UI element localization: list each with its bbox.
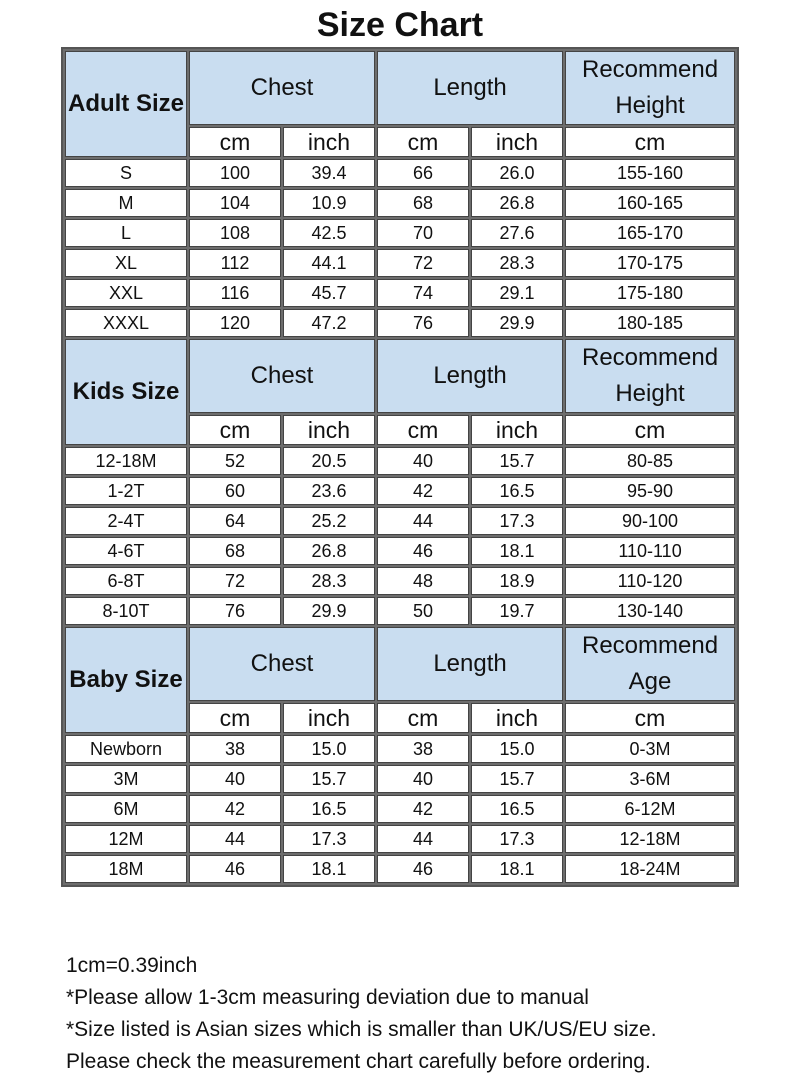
chest-cm-cell: 100	[189, 159, 281, 187]
length-cm-cell: 40	[377, 765, 469, 793]
recommend-label: Recommend	[581, 344, 719, 371]
length-inch-cell: 17.3	[471, 825, 563, 853]
length-inch-cell: 18.1	[471, 537, 563, 565]
unit-inch: inch	[283, 127, 375, 157]
unit-inch: inch	[471, 703, 563, 733]
length-inch-cell: 15.7	[471, 447, 563, 475]
length-inch-cell: 27.6	[471, 219, 563, 247]
unit-cm: cm	[565, 127, 735, 157]
adult-chest-header: Chest	[189, 51, 375, 125]
chest-cm-cell: 112	[189, 249, 281, 277]
size-cell: Newborn	[65, 735, 187, 763]
table-row	[65, 249, 735, 277]
recommend-cell: 95-90	[565, 477, 735, 505]
unit-inch: inch	[471, 415, 563, 445]
recommend-label: Recommend	[581, 56, 719, 83]
length-cm-cell: 70	[377, 219, 469, 247]
adult-size-header: Adult Size	[65, 51, 187, 157]
recommend-cell: 110-110	[565, 537, 735, 565]
unit-inch: inch	[283, 703, 375, 733]
table-row	[65, 309, 735, 337]
page-title: Size Chart	[316, 6, 484, 44]
size-cell: 4-6T	[65, 537, 187, 565]
baby-size-header: Baby Size	[65, 627, 187, 733]
length-inch-cell: 29.9	[471, 309, 563, 337]
table-row	[65, 765, 735, 793]
recommend-cell: 0-3M	[565, 735, 735, 763]
size-cell: 1-2T	[65, 477, 187, 505]
recommend-cell: 90-100	[565, 507, 735, 535]
unit-inch: inch	[471, 127, 563, 157]
chest-cm-cell: 52	[189, 447, 281, 475]
size-cell: 12-18M	[65, 447, 187, 475]
chest-inch-cell: 15.7	[283, 765, 375, 793]
recommend-label: Recommend	[581, 632, 719, 659]
length-inch-cell: 29.1	[471, 279, 563, 307]
length-cm-cell: 68	[377, 189, 469, 217]
size-chart-table	[61, 47, 739, 887]
age-label: Age	[628, 668, 672, 695]
baby-length-header: Length	[377, 627, 563, 701]
baby-recommend-header	[565, 627, 735, 701]
recommend-cell: 110-120	[565, 567, 735, 595]
length-inch-cell: 15.0	[471, 735, 563, 763]
chest-cm-cell: 104	[189, 189, 281, 217]
length-cm-cell: 42	[377, 795, 469, 823]
table-row	[65, 447, 735, 475]
length-inch-cell: 15.7	[471, 765, 563, 793]
deviation-note: *Please allow 1-3cm measuring deviation due to manual	[66, 986, 589, 1009]
chest-inch-cell: 15.0	[283, 735, 375, 763]
recommend-cell: 12-18M	[565, 825, 735, 853]
length-cm-cell: 46	[377, 537, 469, 565]
chest-inch-cell: 16.5	[283, 795, 375, 823]
table-row	[65, 189, 735, 217]
adult-length-header: Length	[377, 51, 563, 125]
length-cm-cell: 72	[377, 249, 469, 277]
size-cell: M	[65, 189, 187, 217]
size-cell: 18M	[65, 855, 187, 883]
chest-cm-cell: 60	[189, 477, 281, 505]
baby-section	[65, 627, 735, 733]
chest-inch-cell: 23.6	[283, 477, 375, 505]
chest-cm-cell: 120	[189, 309, 281, 337]
size-cell: XL	[65, 249, 187, 277]
check-chart-note: Please check the measurement chart carefully before ordering.	[66, 1050, 651, 1073]
unit-cm: cm	[189, 703, 281, 733]
chest-inch-cell: 18.1	[283, 855, 375, 883]
length-cm-cell: 50	[377, 597, 469, 625]
length-cm-cell: 74	[377, 279, 469, 307]
chest-inch-cell: 45.7	[283, 279, 375, 307]
chest-inch-cell: 29.9	[283, 597, 375, 625]
chest-inch-cell: 25.2	[283, 507, 375, 535]
recommend-cell: 165-170	[565, 219, 735, 247]
unit-cm: cm	[377, 127, 469, 157]
length-inch-cell: 26.0	[471, 159, 563, 187]
length-inch-cell: 18.9	[471, 567, 563, 595]
adult-rows	[65, 159, 735, 337]
chest-inch-cell: 42.5	[283, 219, 375, 247]
recommend-cell: 170-175	[565, 249, 735, 277]
length-cm-cell: 76	[377, 309, 469, 337]
kids-length-header: Length	[377, 339, 563, 413]
table-row	[65, 855, 735, 883]
length-inch-cell: 19.7	[471, 597, 563, 625]
size-cell: XXL	[65, 279, 187, 307]
length-cm-cell: 48	[377, 567, 469, 595]
size-cell: 8-10T	[65, 597, 187, 625]
size-cell: L	[65, 219, 187, 247]
unit-cm: cm	[565, 415, 735, 445]
chest-inch-cell: 39.4	[283, 159, 375, 187]
chest-cm-cell: 38	[189, 735, 281, 763]
chest-inch-cell: 47.2	[283, 309, 375, 337]
table-row	[65, 477, 735, 505]
chest-cm-cell: 76	[189, 597, 281, 625]
table-row	[65, 507, 735, 535]
chest-inch-cell: 20.5	[283, 447, 375, 475]
kids-recommend-header	[565, 339, 735, 413]
chest-inch-cell: 28.3	[283, 567, 375, 595]
length-cm-cell: 40	[377, 447, 469, 475]
kids-section	[65, 339, 735, 445]
chest-inch-cell: 10.9	[283, 189, 375, 217]
length-cm-cell: 44	[377, 825, 469, 853]
unit-cm: cm	[189, 127, 281, 157]
length-cm-cell: 44	[377, 507, 469, 535]
unit-cm: cm	[189, 415, 281, 445]
size-cell: XXXL	[65, 309, 187, 337]
height-label: Height	[615, 92, 685, 119]
table-row	[65, 279, 735, 307]
chest-inch-cell: 26.8	[283, 537, 375, 565]
recommend-cell: 80-85	[565, 447, 735, 475]
recommend-cell: 3-6M	[565, 765, 735, 793]
asian-size-note: *Size listed is Asian sizes which is smaller than UK/US/EU size.	[66, 1018, 657, 1041]
unit-inch: inch	[283, 415, 375, 445]
recommend-cell: 6-12M	[565, 795, 735, 823]
length-inch-cell: 17.3	[471, 507, 563, 535]
chest-cm-cell: 68	[189, 537, 281, 565]
chest-cm-cell: 64	[189, 507, 281, 535]
chest-cm-cell: 44	[189, 825, 281, 853]
kids-rows	[65, 447, 735, 625]
recommend-cell: 130-140	[565, 597, 735, 625]
recommend-cell: 175-180	[565, 279, 735, 307]
table-row	[65, 567, 735, 595]
size-cell: 3M	[65, 765, 187, 793]
size-cell: S	[65, 159, 187, 187]
chest-inch-cell: 44.1	[283, 249, 375, 277]
table-row	[65, 735, 735, 763]
recommend-cell: 18-24M	[565, 855, 735, 883]
adult-recommend-header	[565, 51, 735, 125]
length-inch-cell: 16.5	[471, 795, 563, 823]
length-cm-cell: 38	[377, 735, 469, 763]
table-row	[65, 597, 735, 625]
unit-cm: cm	[377, 703, 469, 733]
table-row	[65, 537, 735, 565]
length-inch-cell: 28.3	[471, 249, 563, 277]
unit-cm: cm	[377, 415, 469, 445]
length-inch-cell: 18.1	[471, 855, 563, 883]
conversion-note: 1cm=0.39inch	[66, 954, 198, 977]
size-cell: 12M	[65, 825, 187, 853]
length-inch-cell: 26.8	[471, 189, 563, 217]
length-cm-cell: 66	[377, 159, 469, 187]
recommend-cell: 155-160	[565, 159, 735, 187]
baby-chest-header: Chest	[189, 627, 375, 701]
length-inch-cell: 16.5	[471, 477, 563, 505]
footnotes	[66, 950, 766, 1078]
size-cell: 6M	[65, 795, 187, 823]
recommend-cell: 180-185	[565, 309, 735, 337]
kids-chest-header: Chest	[189, 339, 375, 413]
table-row	[65, 159, 735, 187]
length-cm-cell: 46	[377, 855, 469, 883]
size-cell: 6-8T	[65, 567, 187, 595]
table-row	[65, 795, 735, 823]
table-row	[65, 825, 735, 853]
chest-cm-cell: 72	[189, 567, 281, 595]
chest-inch-cell: 17.3	[283, 825, 375, 853]
size-cell: 2-4T	[65, 507, 187, 535]
baby-rows	[65, 735, 735, 883]
length-cm-cell: 42	[377, 477, 469, 505]
unit-cm: cm	[565, 703, 735, 733]
adult-section	[65, 51, 735, 157]
height-label: Height	[615, 380, 685, 407]
recommend-cell: 160-165	[565, 189, 735, 217]
chest-cm-cell: 46	[189, 855, 281, 883]
chest-cm-cell: 40	[189, 765, 281, 793]
kids-size-header: Kids Size	[65, 339, 187, 445]
chest-cm-cell: 116	[189, 279, 281, 307]
table-row	[65, 219, 735, 247]
chest-cm-cell: 42	[189, 795, 281, 823]
chest-cm-cell: 108	[189, 219, 281, 247]
